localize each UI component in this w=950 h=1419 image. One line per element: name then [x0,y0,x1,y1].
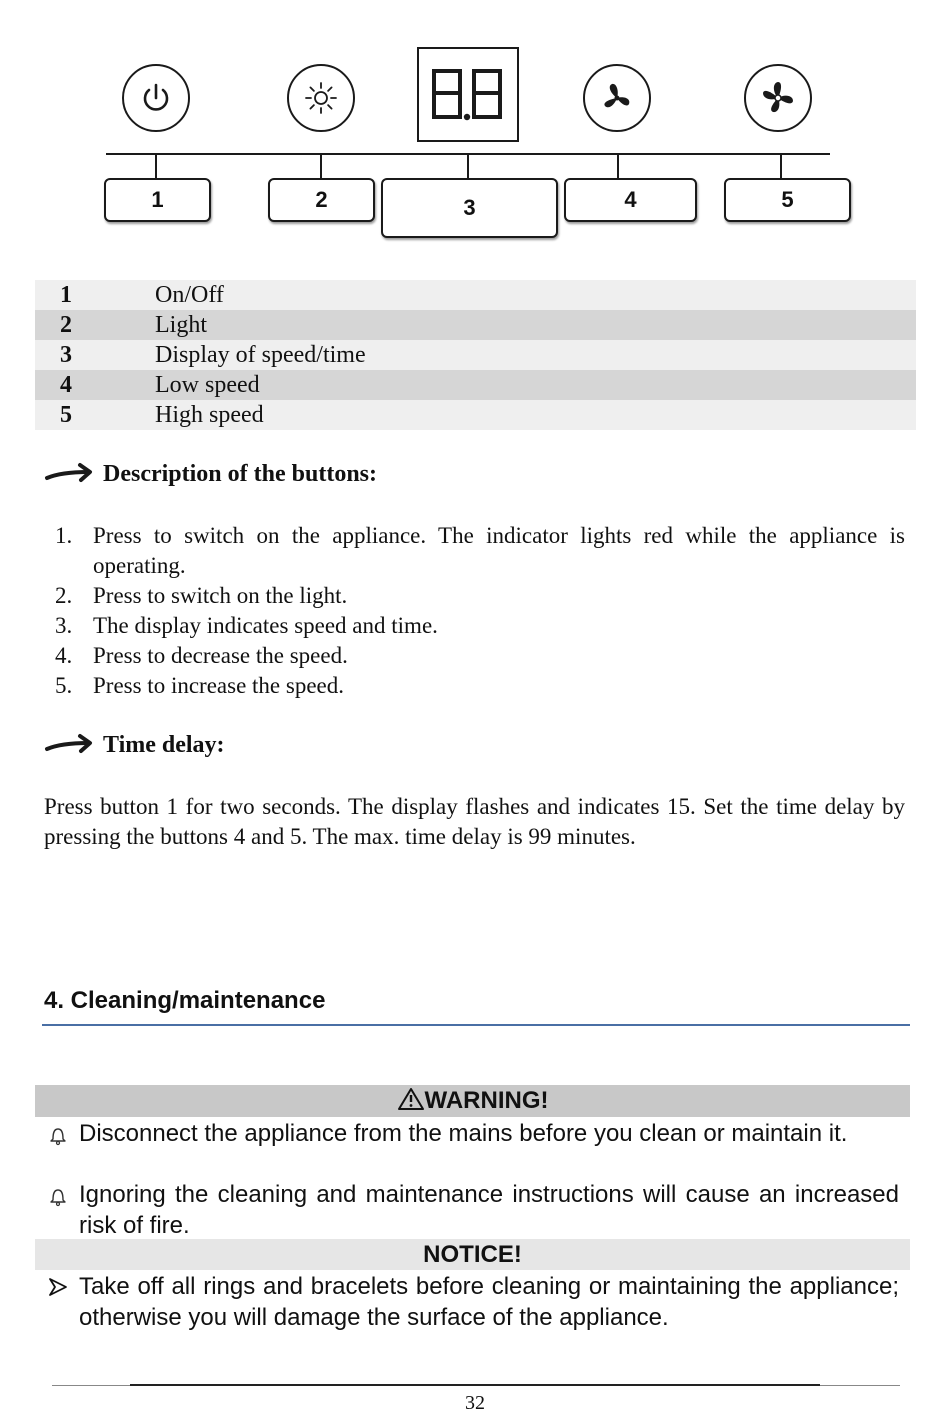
list-text: Press to switch on the light. [93,583,348,608]
high-speed-fan-icon [757,77,799,119]
high-speed-button-illustration [744,64,812,132]
light-icon [303,80,339,116]
warning-text: Disconnect the appliance from the mains before you clean or maintain it. [79,1120,848,1147]
notice-label: NOTICE! [423,1241,522,1268]
legend-number: 2 [60,312,72,338]
seven-segment-display-icon [426,65,510,125]
page-number: 32 [465,1392,485,1414]
connector-line [155,153,157,178]
notice-item [44,1271,899,1333]
warning-text: Ignoring the cleaning and maintenance instructions will cause an increased risk of fire. [79,1181,899,1239]
legend-row [35,280,916,310]
arrow-icon [44,731,94,757]
legend-description: Low speed [155,372,260,398]
light-button-illustration [287,64,355,132]
list-text: Press to increase the speed. [93,673,345,698]
legend-number: 3 [60,342,72,368]
list-text: The display indicates speed and time. [93,613,438,638]
legend-row [35,370,916,400]
label-box-3: 3 [381,178,558,238]
arrowhead-bullet-icon [44,1276,72,1298]
warning-item [44,1118,899,1180]
notice-text: Take off all rings and bracelets before cleaning or maintaining the appliance; otherwise you will damage the surface of the appliance. [79,1273,899,1331]
label-box-4: 4 [564,178,697,222]
heading-underline [42,1024,910,1026]
connector-line [467,153,469,178]
list-text: Press to decrease the speed. [93,643,348,668]
warning-label: WARNING! [424,1087,549,1114]
bell-icon [44,1185,72,1207]
section-heading: 4. Cleaning/maintenance [44,987,326,1014]
label-box-5: 5 [724,178,851,222]
legend-row [35,310,916,340]
list-number: 5. [55,673,73,698]
buttons-section-title: Description of the buttons: [103,461,377,487]
legend-description: High speed [155,402,264,428]
arrow-icon [44,460,94,486]
list-number: 1. [55,523,73,548]
legend-number: 4 [60,372,72,398]
footer-rule [130,1384,820,1386]
label-box-2: 2 [268,178,375,222]
power-icon [139,81,173,115]
time-delay-paragraph: Press button 1 for two seconds. The display flashes and indicates 15. Set the time delay by pressing the buttons 4 and 5. The max. time delay is 99 minutes. [44,794,905,849]
legend-row [35,400,916,430]
legend-number: 5 [60,402,72,428]
speed-time-display-illustration [417,47,519,142]
legend-description: Display of speed/time [155,342,366,368]
connector-line [780,153,782,178]
legend-number: 1 [60,282,72,308]
list-number: 2. [55,583,73,608]
list-number: 4. [55,643,73,668]
warning-banner [35,1085,910,1117]
time-delay-title: Time delay: [103,732,225,758]
warning-item [44,1179,899,1241]
list-text: Press to switch on the appliance. The indicator lights red while the appliance is operating. [93,523,905,578]
legend-description: Light [155,312,207,338]
legend-description: On/Off [155,282,224,308]
low-speed-fan-icon [597,78,637,118]
list-number: 3. [55,613,73,638]
power-button-illustration [122,64,190,132]
legend-row [35,340,916,370]
bell-icon [44,1124,72,1146]
notice-banner [35,1239,910,1270]
connector-line [617,153,619,178]
low-speed-button-illustration [583,64,651,132]
label-box-1: 1 [104,178,211,222]
warning-triangle-icon [397,1087,425,1111]
connector-line [320,153,322,178]
